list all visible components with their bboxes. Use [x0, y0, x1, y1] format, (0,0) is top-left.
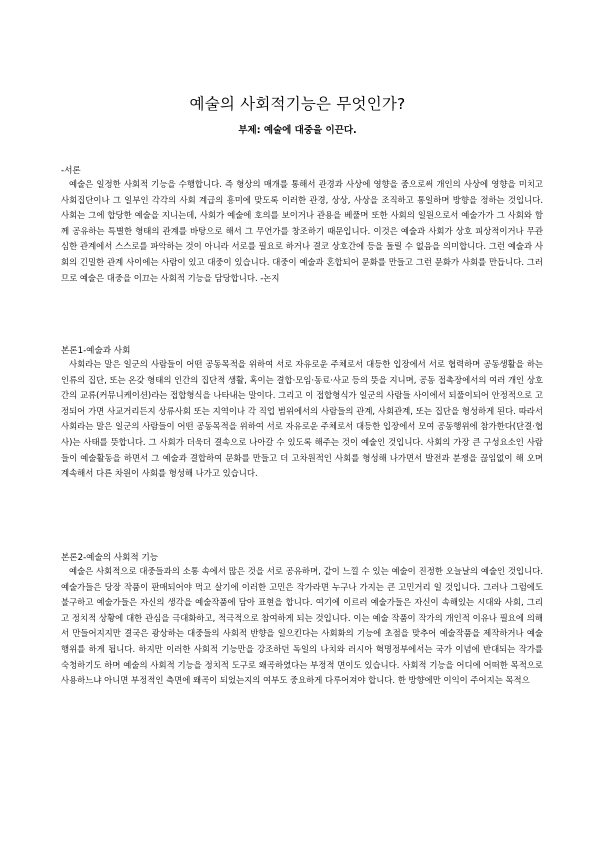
section-body-2: [61, 552, 543, 689]
section-heading: 본론1-예술과 사회: [61, 346, 131, 356]
section-introduction: [61, 165, 543, 286]
document-title: 예술의 사회적기능은 무엇인가?: [189, 95, 406, 113]
section-heading: 본론2-예술의 사회적 기능: [61, 553, 159, 563]
section-heading: -서론: [61, 166, 81, 176]
section-body: 예술은 일정한 사회적 기능을 수행합니다. 즉 형상의 매개를 통해서 관경과 사상에 영향을 줌으로써 개인의 사상에 영향을 미치고 사회집단이나 그 일부인 각각의 사회 계급의 흥미에 맞도록 이러한 관경, 상상, 사상을 조직하고 통일하며 방향을 정하는 것입니다. 사회는 그에 합당한 예술을 지니는데, 사회가 예술에 호의를 보이거나 관용을 베풀며 또한 사회의 일원으로서 예술가가 그 사회와 함께 공유하는 특별한 형태의 관계를 바탕으로 해서 그 무언가를 창조하기 때문입니다. 이것은 예술과 사회가 상호 피상적이거나 무관심한 관계에서 스스로를 파악하는 것이 아니라 서로를 필요로 하거나 결코 상호간에 등을 돌릴 수 없음을 의미합니다. 그런 예술과 사회의 긴밀한 관계 사이에는 사람이 있고 대중이 있습니다. 대중이 예술과 혼합되어 문화를 만들고 그런 문화가 사회를 만듭니다. 그러므로 예술은 대중을 이끄는 사회적 기능을 담당합니다. -논지: [61, 179, 543, 283]
section-body: 사회라는 말은 일군의 사람들이 어떤 공동목적을 위하여 서로 자유로운 주체로서 대등한 입장에서 서로 협력하며 공동생활을 하는 인류의 집단, 또는 온갖 형태의 인간의 집단적 생활, 혹이는 결합·모임·동료·사교 등의 뜻을 지니며, 공동 접촉장에서의 여러 개인 상호간의 교류(커뮤니케이션)라는 접합형식을 나타내는 말이다. 그리고 이 접합형식가 일군의 사람들 사이에서 되풀이되어 안정적으로 고정되어 가면 사교거리든지 상류사회 또는 지역이나 각 직업 범위에서의 사람들의 관계, 사회관계, 또는 집단을 형성하게 된다. 따라서 사회라는 말은 일군의 사람들이 어떤 공동목적을 위하여 서로 자유로운 주체로서 대등한 입장에서 모여 공동행위에 참가한다(단결·협사)는 사태를 뜻합니다. 그 사회가 더욱더 결속으로 나아갈 수 있도록 해주는 것이 예술인 것입니다. 사회의 가장 큰 구성요소인 사람들이 예술활동을 하면서 그 예술과 결합하여 문화를 만들고 더 고차원적인 사회를 형성해 나가면서 발전과 분쟁을 끊임없이 해 오며 계속해서 다른 차원이 사회를 형성해 나가고 있습니다.: [61, 359, 543, 479]
document-subtitle: 부제: 예술에 대중을 이끈다.: [238, 125, 357, 136]
section-body: 예술은 사회적으로 대중들과의 소통 속에서 많은 것을 서로 공유하며, 같이 느낄 수 있는 예술이 진정한 오늘날의 예술인 것입니다. 예술가들은 당장 작품이 판매되어야 먹고 살기에 이러한 고민은 작가라면 누구나 가지는 큰 고민거리 일 것입니다. 그러나 그럼에도 불구하고 예술가들은 자신의 생각을 예술작품에 담아 표현을 합니다. 여기에 이르러 예술가들은 자신이 속해있는 시대와 사회, 그리고 정치적 상황에 대한 관심을 극대화하고, 적극적으로 참여하게 되는 것입니다. 이는 예술 작품이 작가의 개인적 이유나 필요에 의해서 만들어지지만 결국은 광상하는 대중들의 사회적 반향을 일으킨다는 사회화의 기능에 초점을 맞추어 예술작품을 제작하거나 예술행위를 하게 됩니다. 하지만 이러한 사회적 기능만을 강조하던 독일의 나치와 러시아 혁명정부에서는 국가 이념에 반대되는 작가를 숙청하기도 하며 예술의 사회적 기능을 정치적 도구로 왜곡하였다는 부정적 면이도 있습니다. 사회적 기능을 어디에 어떠한 목적으로 사용하느냐 아니면 부정적인 측면에 왜곡이 되었는지의 여부도 중요하게 다루어져야 합니다. 한 방향에만 이익이 주어지는 목적으: [61, 566, 543, 686]
section-body-1: [61, 345, 543, 482]
